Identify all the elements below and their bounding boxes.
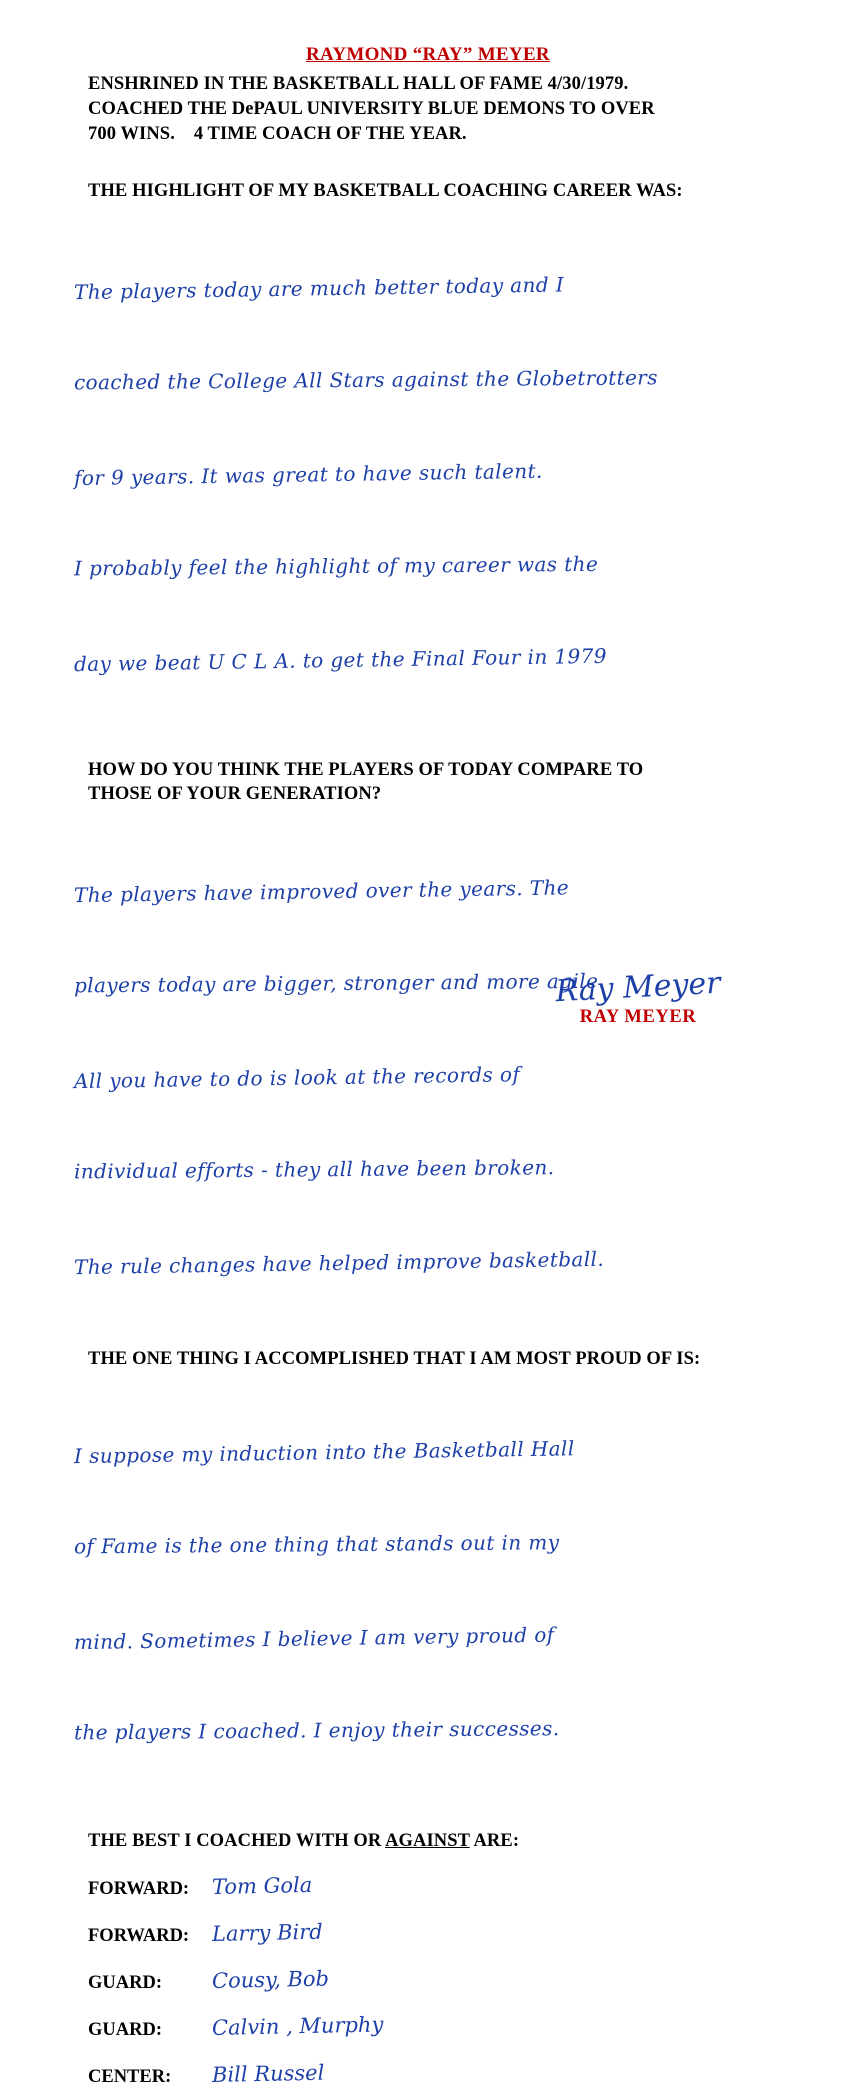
question-1-answer [74,209,856,736]
list-item [88,1919,856,1947]
answer-line: day we beat U C L A. to get the Final Four in 1979 [73,643,608,677]
list-item-label: FORWARD: [88,1879,190,1899]
question-3-answer [74,1373,856,1807]
answer-line: I suppose my induction into the Basketball Hall [73,1436,575,1469]
list-item [88,1872,856,1900]
list-item-value: Tom Gola [211,1872,313,1899]
answer-line: All you have to do is look at the records of [73,1062,521,1094]
answer-line: individual efforts - they all have been broken. [73,1155,555,1184]
question-3-prompt: THE ONE THING I ACCOMPLISHED THAT I AM MOST PROUD OF IS: [88,1349,701,1369]
answer-line: of Fame is the one thing that stands out in my [73,1530,560,1559]
best-prompt-underlined: AGAINST [385,1831,470,1851]
list-item-label: GUARD: [88,2020,162,2040]
list-item-value: Cousy, Bob [211,1966,330,1993]
list-item-label: GUARD: [88,1973,162,1993]
signature-printed-name: RAY MEYER [579,1007,697,1027]
list-item [88,2012,856,2041]
signature-script: Ray Meyer [554,965,722,1010]
answer-line: The rule changes have helped improve basketball. [73,1246,605,1280]
page-title: RAYMOND “RAY” MEYER [306,44,550,65]
answer-line: I probably feel the highlight of my career was the [73,551,599,581]
best-section-prompt [88,1829,856,1853]
list-item [88,1966,856,1994]
header-line-2: COACHED THE DePAUL UNIVERSITY BLUE DEMONS TO OVER [88,99,655,119]
header-line-1: ENSHRINED IN THE BASKETBALL HALL OF FAME 4/30/1979. [88,74,629,94]
best-prompt-suffix: ARE: [469,1831,520,1851]
list-item-label: CENTER: [88,2067,172,2087]
answer-line: players today are bigger, stronger and more agile. [73,968,606,998]
question-2-answer [74,812,856,1339]
list-item-label: FORWARD: [88,1926,190,1946]
list-item [88,2060,856,2088]
list-item-value: Bill Russel [211,2060,325,2087]
list-item-value: Larry Bird [211,1919,323,1946]
question-1-prompt: THE HIGHLIGHT OF MY BASKETBALL COACHING CAREER WAS: [88,181,683,201]
question-2-prompt-line-1: HOW DO YOU THINK THE PLAYERS OF TODAY COMPARE TO [88,760,644,780]
signature-block [508,965,768,1028]
header-block [88,72,856,147]
answer-line: The players have improved over the years. The [73,875,570,908]
best-prompt-prefix: THE BEST I COACHED WITH OR [88,1831,386,1851]
best-players-list [88,1872,856,2088]
answer-line: coached the College All Stars against the Globetrotters [73,365,658,395]
answer-line: for 9 years. It was great to have such talent. [73,458,543,491]
question-2-prompt-line-2: THOSE OF YOUR GENERATION? [88,784,382,804]
header-line-3: 700 WINS. 4 TIME COACH OF THE YEAR. [88,124,467,144]
answer-line: mind. Sometimes I believe I am very proud of [73,1622,555,1655]
answer-line: the players I coached. I enjoy their successes. [73,1716,560,1745]
list-item-value: Calvin , Murphy [211,2012,384,2040]
answer-line: The players today are much better today and I [73,272,565,305]
